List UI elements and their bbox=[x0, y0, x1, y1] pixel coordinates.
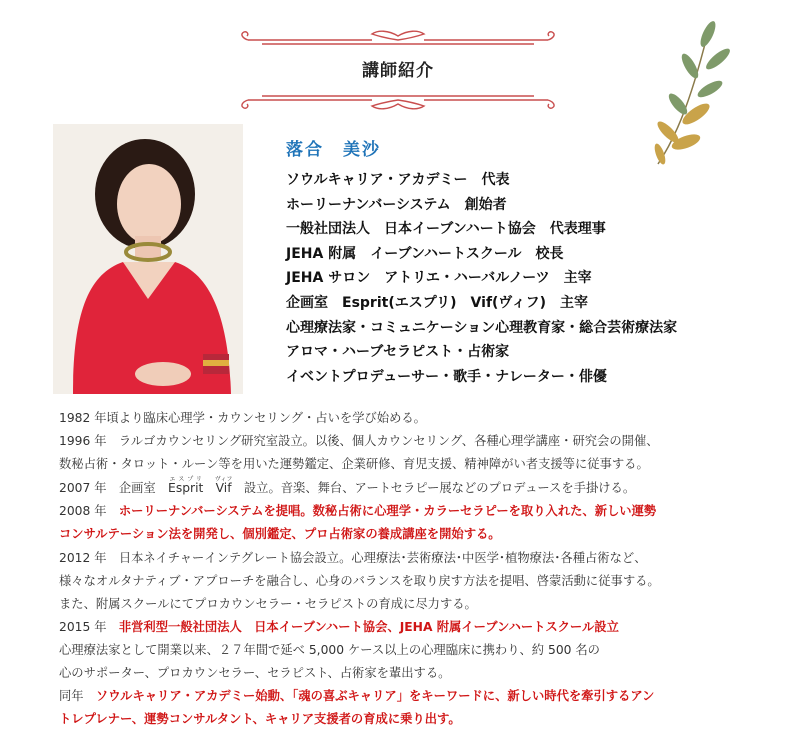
bio-line bbox=[59, 500, 774, 523]
bio-highlight: ホーリーナンバーシステムを提唱。数秘占術に心理学・カラーセラピーを取り入れた、新しい運勢 bbox=[118, 504, 657, 519]
bio-year: 同年 bbox=[59, 689, 84, 704]
bio-year: 2008 年 bbox=[59, 504, 107, 519]
bio-line: 心理療法家として開業以来、２７年間で延べ 5,000 ケース以上の心理臨床に携わり、約 500 名の bbox=[59, 642, 600, 657]
role-item: ソウルキャリア・アカデミー 代表 bbox=[286, 172, 510, 188]
role-item: イベントプロデューサー・歌手・ナレーター・俳優 bbox=[286, 368, 607, 385]
role-item: 心理療法家・コミュニケーション心理教育家・総合芸術療法家 bbox=[286, 319, 678, 336]
bio-line bbox=[59, 430, 774, 453]
page-title: 講師紹介 bbox=[362, 61, 434, 81]
instructor-name: 落合 美沙 bbox=[286, 140, 381, 160]
bio-line: 心のサポーター、プロカウンセラー、セラピスト、占術家を輩出する。 bbox=[59, 666, 451, 681]
bio-highlight: 非営利型一般社団法人 日本イーブンハート協会、JEHA 附属イーブンハートスクール設立 bbox=[118, 619, 619, 634]
role-item: ホーリーナンバーシステム 創始者 bbox=[286, 196, 507, 213]
role-item: アロマ・ハーブセラピスト・占術家 bbox=[286, 344, 510, 361]
biography bbox=[59, 407, 774, 731]
bio-line bbox=[59, 616, 774, 639]
role-item: 一般社団法人 日本イーブンハート協会 代表理事 bbox=[286, 221, 606, 238]
role-item: JEHA サロン アトリエ・ハーバルノーツ 主宰 bbox=[286, 270, 592, 287]
bio-year: 1996 年 bbox=[59, 434, 107, 449]
vif-reading: ヴィフ bbox=[214, 476, 233, 484]
bio-line: 様々なオルタナティブ・アプローチを融合し、心身のバランスを取り戻す方法を提唱、啓蒙活動に従事する。 bbox=[59, 573, 660, 588]
esprit-reading: エスプリ bbox=[168, 476, 204, 484]
bio-text: 設立。音楽、舞台、アートセラピー展などのプロデュースを手掛ける。 bbox=[243, 481, 636, 496]
vif-ruby bbox=[214, 476, 233, 496]
bio-line: 数秘占術・タロット・ルーン等を用いた運勢鑑定、企業研修、育児支援、精神障がい者支援等に従事する。 bbox=[59, 457, 649, 472]
bio-line: 1982 年頃より臨床心理学・カウンセリング・占いを学び始める。 bbox=[59, 411, 426, 425]
bio-text: ラルゴカウンセリング研究室設立。以後、個人カウンセリング、各種心理学講座・研究会の開催、 bbox=[118, 434, 659, 449]
bio-highlight-line: トレプレナー、運勢コンサルタント、キャリア支援者の育成に乗り出す。 bbox=[59, 712, 461, 727]
bio-line bbox=[59, 685, 774, 708]
bio-line bbox=[59, 547, 774, 570]
bio-line: また、附属スクールにてプロカウンセラー・セラピストの育成に尽力する。 bbox=[59, 596, 477, 611]
bio-year: 2012 年 bbox=[59, 550, 107, 565]
bio-text: 企画室 bbox=[118, 481, 156, 496]
leaf-sprig-icon bbox=[638, 14, 738, 174]
bio-year: 2015 年 bbox=[59, 619, 107, 634]
vif-word: Vif bbox=[214, 481, 233, 496]
role-list bbox=[286, 168, 677, 389]
bio-highlight: ソウルキャリア・アカデミー始動、「魂の喜ぶキャリア」をキーワードに、新しい時代を牽引するアン bbox=[95, 689, 655, 704]
role-item: 企画室 Esprit(エスプリ) Vif(ヴィフ) 主宰 bbox=[286, 294, 588, 311]
bio-text: 日本ネイチャーインテグレート協会設立。心理療法･芸術療法･中医学･植物療法･各種占術など、 bbox=[118, 550, 647, 565]
esprit-ruby bbox=[168, 476, 204, 496]
bio-year: 2007 年 bbox=[59, 481, 107, 496]
bio-line bbox=[59, 476, 774, 500]
bio-highlight-line: コンサルテーション法を開発し、個別鑑定、プロ占術家の養成講座を開始する。 bbox=[59, 527, 501, 542]
esprit-word: Esprit bbox=[168, 481, 204, 496]
role-item: JEHA 附属 イーブンハートスクール 校長 bbox=[286, 245, 564, 262]
portrait-photo bbox=[53, 124, 243, 394]
